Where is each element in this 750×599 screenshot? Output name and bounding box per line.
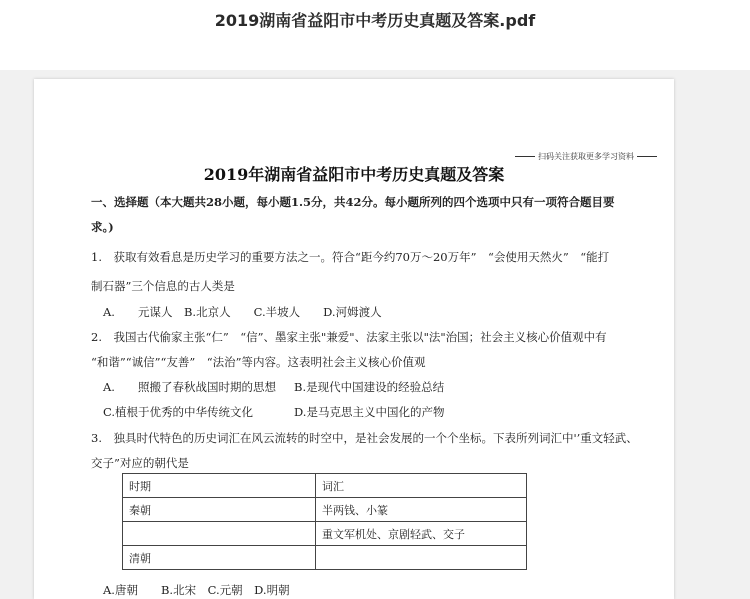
document-title: 2019年湖南省益阳市中考历史真题及答案: [203, 165, 505, 184]
q3-line1: 3. 独具时代特色的历史词汇在风云流转的时空中，是社会发展的一个个坐标。下表所列词汇中'’重文轻武、: [91, 431, 638, 445]
header-rule-right: [637, 156, 657, 157]
section-heading-line2: 求。): [91, 220, 114, 234]
header-rule-left: [515, 156, 535, 157]
pdf-page: [34, 79, 674, 599]
q2-option-c: C.植根于优秀的中华传统文化: [103, 405, 254, 419]
q1-line2: 制石器”三个信息的古人类是: [91, 279, 235, 293]
q3-line2: 交子”对应的朝代是: [91, 456, 189, 470]
q2-option-d: D.是马克思主义中国化的产物: [294, 405, 445, 419]
section-heading-line1: 一、选择题（本大题共28小题，每小题1.5分，共42分。每小题所列的四个选项中只有一项符合题目要: [91, 195, 615, 209]
q1-line1: 1. 获取有效看息是历史学习的重要方法之一。符合“距今约70万～20万年” “会使用天然火” “能打: [91, 250, 610, 264]
q2-option-b: B.是现代中国建设的经验总结: [294, 380, 445, 394]
table-row: [123, 546, 527, 570]
header-note-text: 扫码关注获取更多学习资料: [538, 152, 634, 161]
q2-line2: “和谐”“诚信”“友善” “法治”等内容。这表明社会主义核心价值观: [91, 355, 426, 369]
file-title: 2019湖南省益阳市中考历史真题及答案.pdf: [214, 11, 536, 30]
q1-options: A. 元谋人 B.北京人 C.半坡人 D.河姆渡人: [103, 305, 382, 319]
table-cell: [316, 546, 527, 570]
table-row: [123, 498, 527, 522]
table-header-row: [123, 474, 527, 498]
table-cell: 半两钱、小篆: [316, 498, 527, 522]
table-cell: 重文军机处、京剧轻武、交子: [316, 522, 527, 546]
q2-option-a: A. 照搬了春秋战国时期的思想: [103, 380, 276, 394]
table-row: [123, 522, 527, 546]
table-cell: 时期: [123, 474, 316, 498]
table-cell: 词汇: [316, 474, 527, 498]
table-cell: 清朝: [123, 546, 316, 570]
q3-table: [122, 473, 527, 570]
q3-options: A.唐朝 B.北宋 C.元朝 D.明朝: [103, 583, 290, 597]
table-cell: 秦朝: [123, 498, 316, 522]
table-cell: [123, 522, 316, 546]
q2-line1: 2. 我国古代偷家主张“仁” “信”、墨家主张"兼爱"、法家主张以"法"治国；社会主义核心价值观中有: [91, 330, 607, 344]
title-bar: [0, 0, 750, 70]
header-note: [512, 151, 660, 162]
